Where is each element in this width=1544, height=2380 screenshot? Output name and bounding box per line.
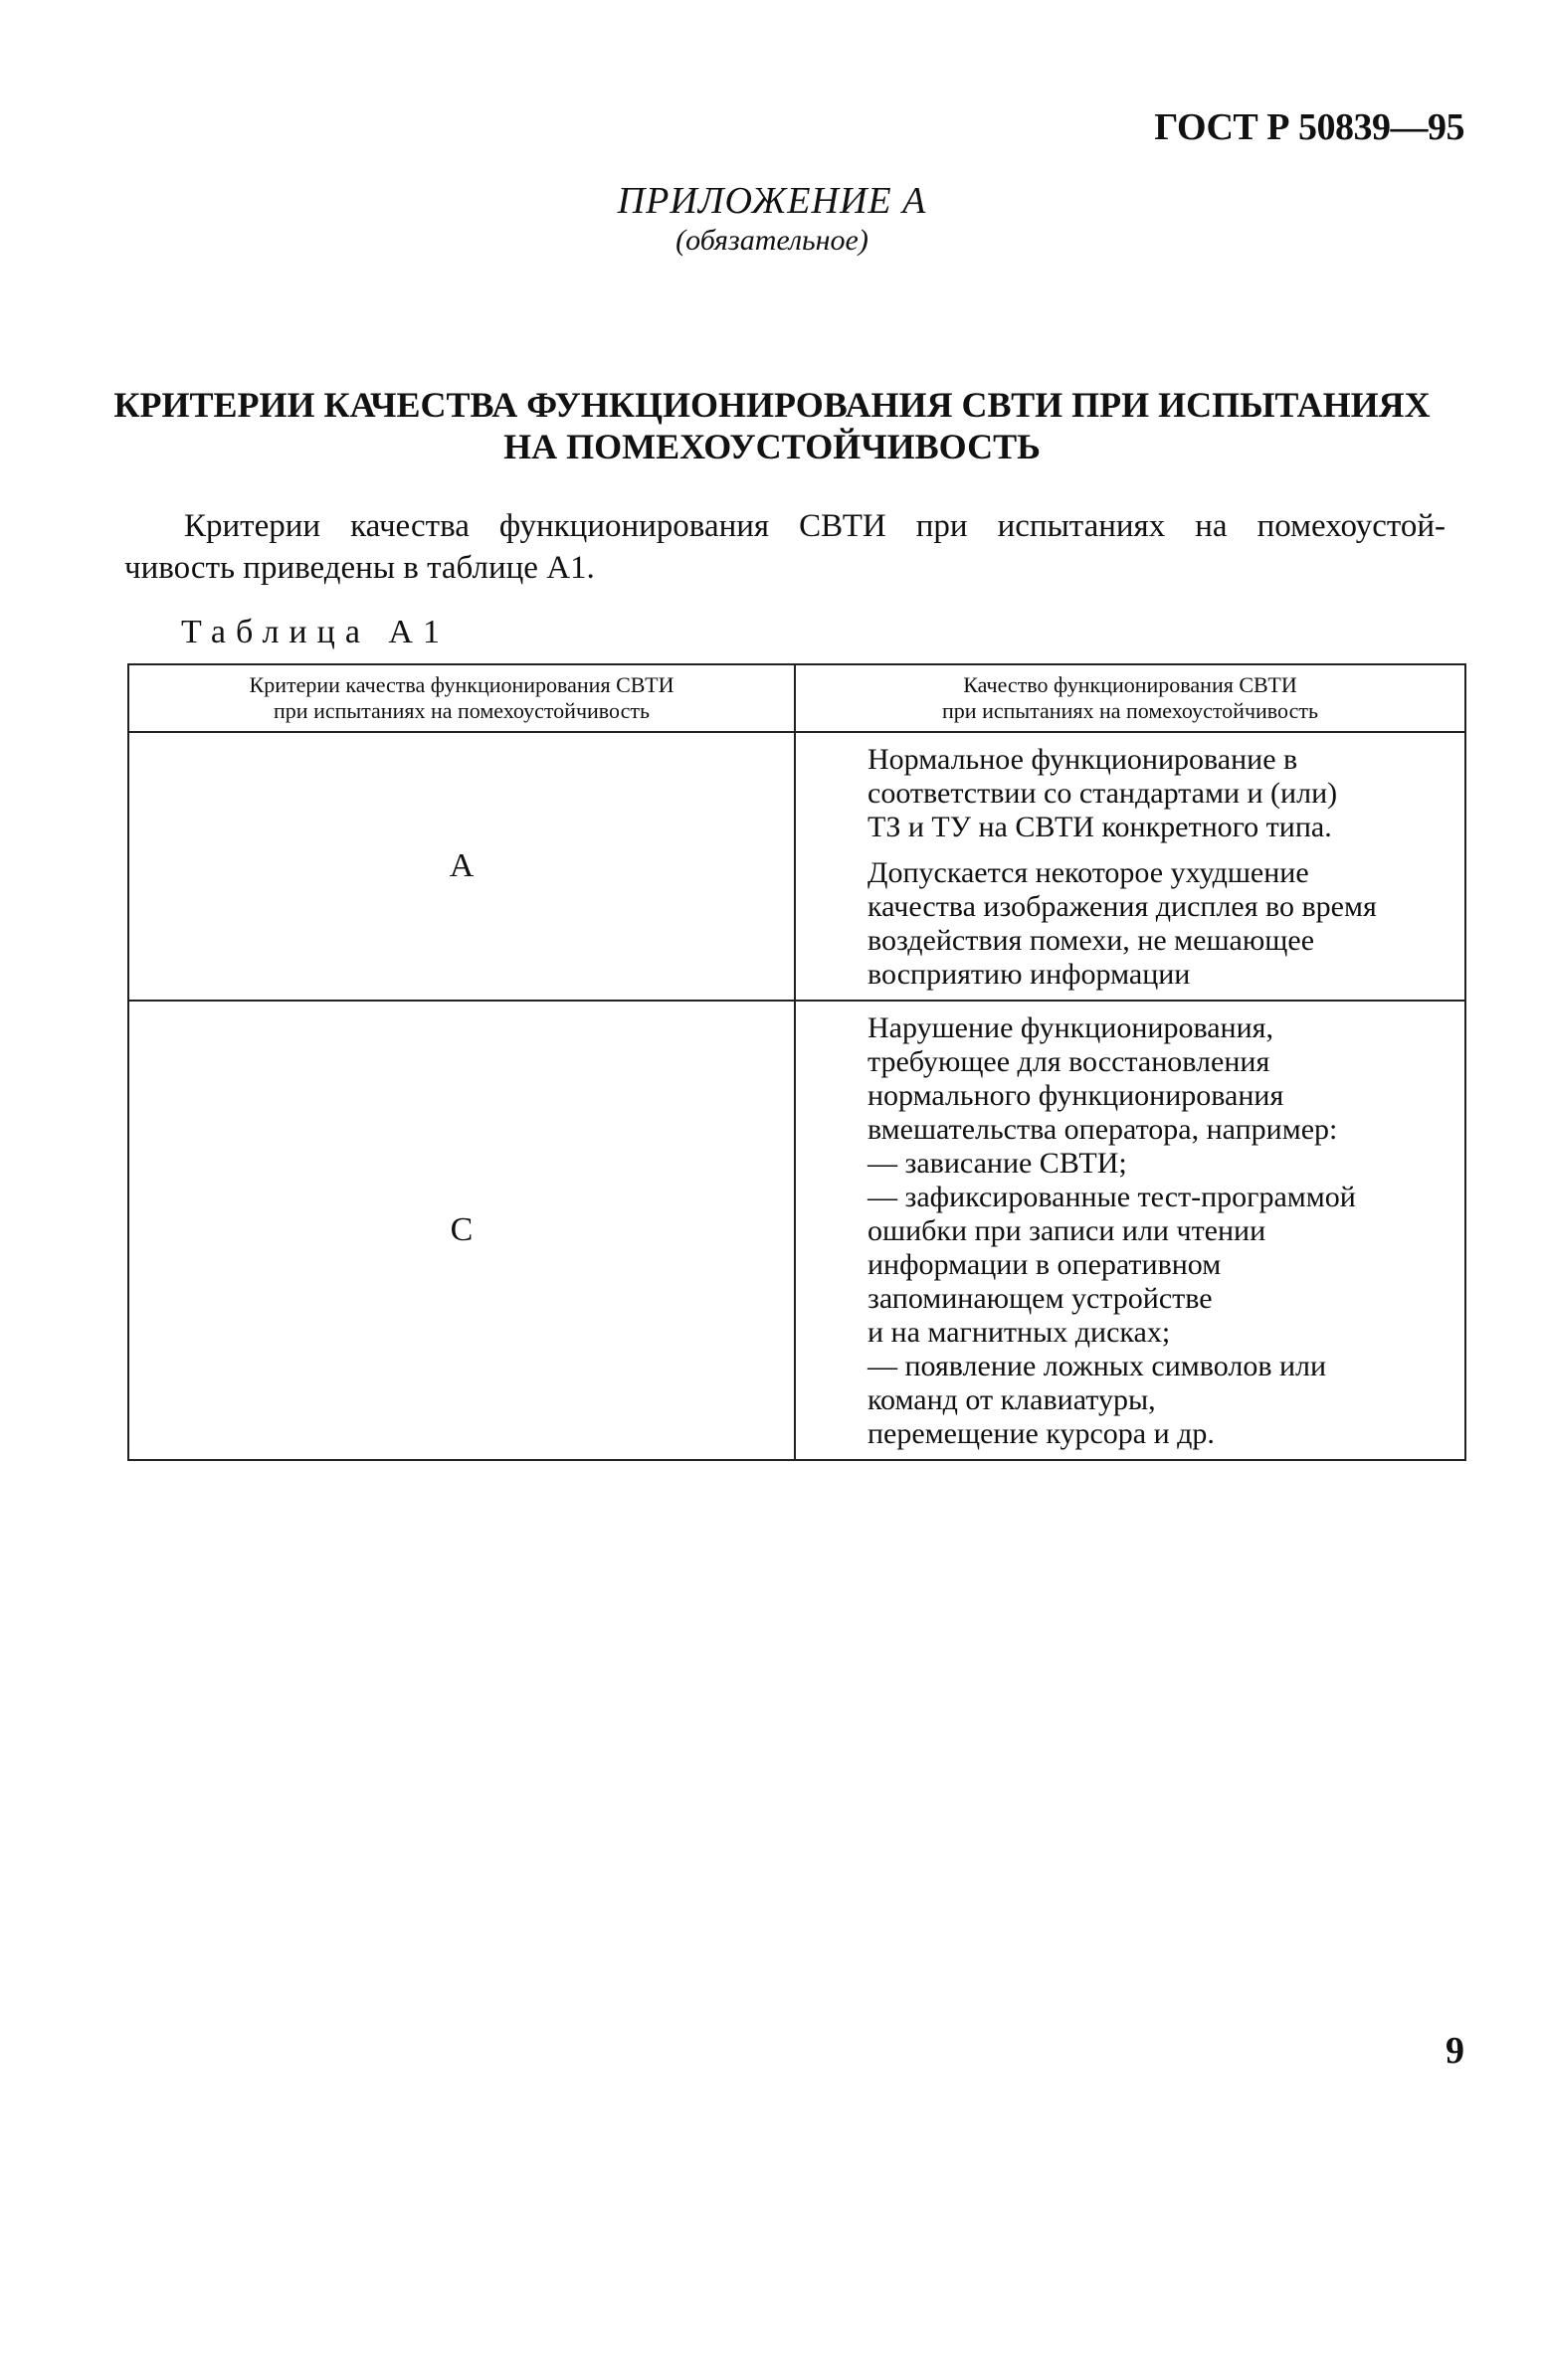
quality-line: соответствии со стандартами и (или): [868, 777, 1338, 810]
criteria-table: [127, 663, 1464, 1461]
quality-cell: [795, 1001, 1465, 1460]
quality-line: ошибки при записи или чтении: [868, 1214, 1266, 1247]
quality-line: — зависание СВТИ;: [868, 1147, 1127, 1180]
quality-line: — появление ложных символов или: [868, 1350, 1327, 1382]
quality-line: запоминающем устройстве: [868, 1282, 1213, 1315]
intro-paragraph: [124, 505, 1446, 589]
quality-line: команд от клавиатуры,: [868, 1383, 1156, 1416]
annex-title: ПРИЛОЖЕНИЕ А: [617, 180, 927, 222]
table-caption: Таблица А1: [181, 614, 450, 650]
header-criterion-line: Критерии качества функционирования СВТИ: [249, 672, 675, 697]
table-row: [128, 1001, 1465, 1460]
criterion-cell: A: [128, 732, 795, 1001]
quality-cell: [795, 732, 1465, 1001]
header-criterion-line: при испытаниях на помехоустойчивость: [274, 698, 650, 723]
quality-line: вмешательства оператора, например:: [868, 1113, 1338, 1146]
quality-line: требующее для восстановления: [868, 1045, 1270, 1078]
quality-line: — зафиксированные тест-программой: [868, 1181, 1356, 1213]
quality-line: Нарушение функционирования,: [868, 1011, 1273, 1044]
quality-line: перемещение курсора и др.: [868, 1417, 1215, 1450]
section-title-line: НА ПОМЕХОУСТОЙЧИВОСТЬ: [503, 427, 1041, 466]
header-quality-line: Качество функционирования СВТИ: [963, 672, 1297, 697]
section-title-line: КРИТЕРИИ КАЧЕСТВА ФУНКЦИОНИРОВАНИЯ СВТИ ПРИ ИСПЫТАНИЯХ: [113, 385, 1431, 425]
header-quality-line: при испытаниях на помехоустойчивость: [942, 698, 1318, 723]
header-quality: [795, 664, 1465, 732]
table-row: [128, 732, 1465, 1001]
quality-line: качества изображения дисплея во время: [868, 890, 1377, 923]
quality-paragraph: [806, 1011, 1458, 1451]
header-criterion: [128, 664, 795, 732]
quality-paragraph: [806, 743, 1458, 844]
intro-line: Критерии качества функционирования СВТИ при испытаниях на помехоустой-: [184, 508, 1446, 544]
quality-line: нормального функционирования: [868, 1079, 1284, 1112]
quality-line: воздействия помехи, не мешающее: [868, 924, 1315, 957]
quality-line: восприятию информации: [868, 958, 1191, 991]
quality-line: информации в оперативном: [868, 1248, 1222, 1281]
table-header-row: [128, 664, 1465, 732]
section-title: [99, 384, 1445, 467]
standard-code: ГОСТ Р 50839—95: [1154, 106, 1464, 148]
quality-line: Нормальное функционирование в: [868, 743, 1298, 776]
annex-status: (обязательное): [676, 224, 868, 257]
quality-line: Допускается некоторое ухудшение: [868, 856, 1309, 889]
criterion-cell: C: [128, 1001, 795, 1460]
intro-line: чивость приведены в таблице А1.: [124, 550, 595, 586]
quality-line: ТЗ и ТУ на СВТИ конкретного типа.: [868, 811, 1332, 843]
quality-paragraph: [806, 856, 1458, 992]
quality-line: и на магнитных дисках;: [868, 1316, 1171, 1349]
page-number: 9: [1446, 2030, 1464, 2072]
